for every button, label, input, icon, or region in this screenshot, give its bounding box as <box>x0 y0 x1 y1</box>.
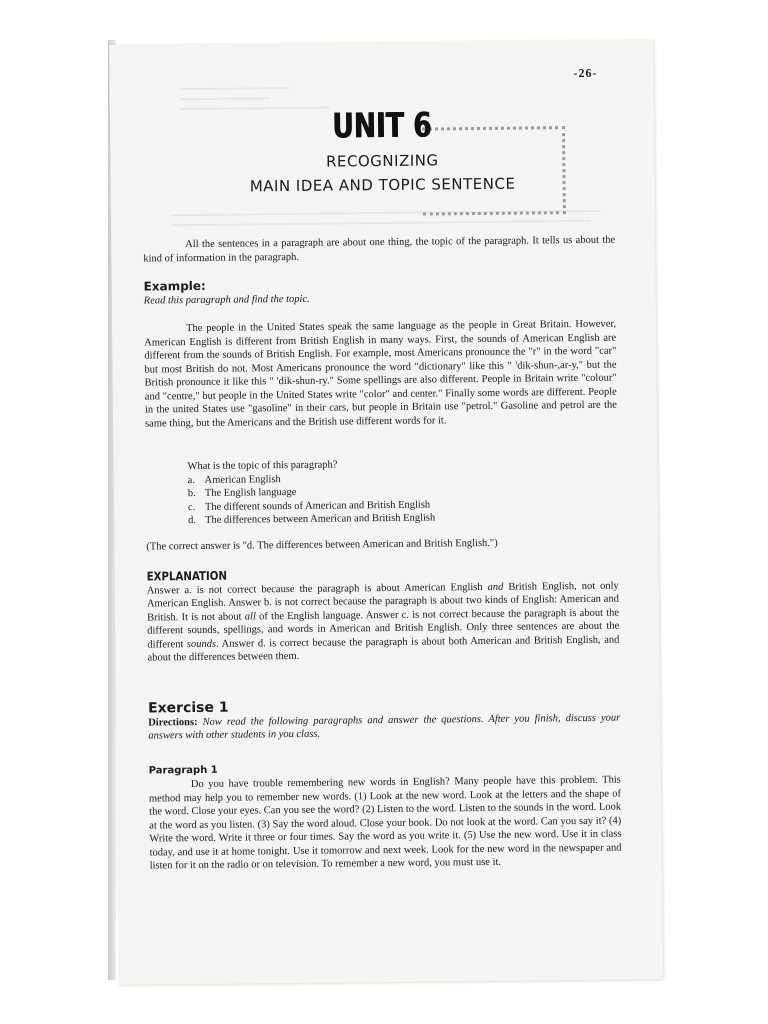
correct-answer: (The correct answer is "d. The differences between American and British English.") <box>146 537 498 553</box>
answer-options <box>188 469 609 527</box>
bleed-through-line <box>180 97 270 100</box>
exercise-section <box>148 698 620 743</box>
example-section <box>144 276 616 308</box>
directions-label: Directions: <box>148 716 198 729</box>
unit-subtitle-line2: MAIN IDEA AND TOPIC SENTENCE <box>249 174 516 196</box>
exercise-heading: Exercise 1 <box>147 699 229 717</box>
bleed-through-line <box>180 87 290 90</box>
explanation-text-part: . Answer d. is correct because the paragraph is about both American and British English, and about the differences between them. <box>147 634 620 664</box>
paragraph-label: Paragraph 1 <box>148 764 218 777</box>
option-letter: d. <box>188 514 197 527</box>
bleed-through-line <box>171 220 591 226</box>
textbook-page <box>109 39 663 985</box>
option-text: American English <box>204 473 281 486</box>
example-heading: Example: <box>143 278 206 294</box>
explanation-emphasis: sounds <box>186 638 217 650</box>
unit-subtitle-line1: RECOGNIZING <box>325 151 439 171</box>
explanation-heading: EXPLANATION <box>146 568 228 584</box>
question-block <box>187 456 608 528</box>
directions-text: Now read the following paragraphs and answer the questions. After you finish, discuss your answers with other students in you class. <box>148 712 621 742</box>
option-text: The English language <box>204 486 297 499</box>
paragraph-1-text: Do you have trouble remembering new words in English? Many people have this problem. This method may help you to remember new words. (1) Look at the new word. Look at the letters and the shape of the word. Close your eyes. Can you see the word? (2) Listen to the word. Listen to the sounds in the word. Look at the word as you listen. (3) Say the word aloud. Close your book. Do not look at the word. Can you say it? (4) Write the word. Write it three or four times. Say the word as you write it. (5) Use the new word. Use it in class today, and use it at home tonight. Use it tomorrow and next week. Look for the new word in the newspaper and listen for it on the radio or on television. To remember a new word, you must use it. <box>148 774 622 872</box>
explanation-emphasis: all <box>244 610 256 622</box>
question-text: What is the topic of this paragraph? <box>187 459 338 473</box>
option-letter: a. <box>187 474 196 486</box>
option-letter: c. <box>187 501 196 513</box>
option-letter: b. <box>187 487 196 500</box>
unit-title-frame <box>422 126 566 215</box>
unit-title: UNIT 6 <box>331 105 432 147</box>
explanation-emphasis: and <box>487 581 504 593</box>
explanation-text-part: Answer a. is not correct because the paragraph is about American English <box>146 581 488 597</box>
explanation-section <box>147 566 620 665</box>
intro-paragraph: All the sentences in a paragraph are about one thing, the topic of the paragraph. It tells us about the kind of information in the paragraph. <box>143 234 616 265</box>
explanation-text <box>147 579 620 665</box>
example-paragraph: The people in the United States speak the same language as the people in Great Britain. However, American English is different from British English in many ways. First, the sounds of American English are different from the sounds of British English. For example, most Americans pronounce the "r" in the word "car" but most British do not. Most Americans pronounce the word "dictionary" like this " 'dik-shun-,ar-y," but the British pronounce it like this " 'dik-shun-ry." Some spellings are also different. People in Britain write "colour" and "centre," but people in the United States write "color" and center." Finally some words are different. People in the united States use "gasoline" in their cars, but people in Britain use "petrol." Gasoline and petrol are the same thing, but the Americans and the British use different words for it. <box>144 318 617 430</box>
example-instruction: Read this paragraph and find the topic. <box>143 293 310 307</box>
bleed-through-line <box>180 107 330 111</box>
explanation-text-part: British English, not only American English. Answer b. is not correct because the paragraph is about two kinds of English: American and British. It is not about <box>146 580 619 624</box>
explanation-text-part: of the English language. Answer c. is not correct because the paragraph is about the different sounds, spellings, and words in American and British English. Only three sentences are about the different <box>147 607 620 651</box>
option-text: The differences between American and British English <box>205 512 436 526</box>
option-text: The different sounds of American and British English <box>204 499 431 513</box>
page-number: -26- <box>573 65 598 81</box>
